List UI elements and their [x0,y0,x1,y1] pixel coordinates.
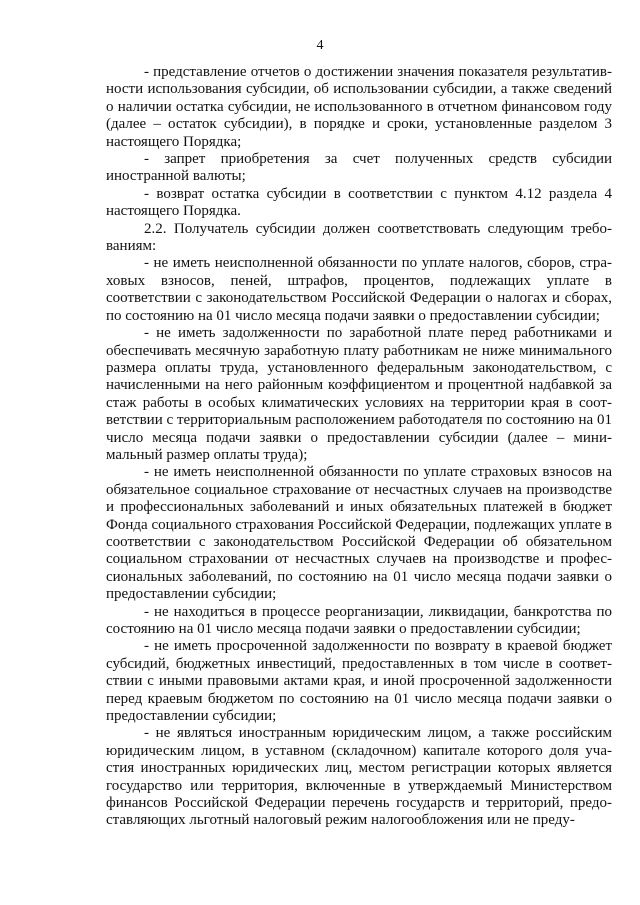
paragraph-reorganization: - не находиться в процессе реорганизации, ликвидации, банкротства по состоянию на 01 число месяца подачи заявки о предоставлении субсидии; [106,603,612,637]
paragraph-overdue-debt: - не иметь просроченной задолженности по возврату в краевой бюджет субсидий, бюджетных инвестиций, предоставленных в том числе в соответствии с иными правовыми актами края, и иной просроченной задолженности перед краевым бюджетом по состоянию на 01 число месяца подачи заявки о предоставлении субсидии; [106,638,612,725]
document-body [106,64,612,830]
paragraph-return-balance: - возврат остатка субсидии в соответствии с пунктом 4.12 раздела 4 настоящего Порядка. [106,185,612,220]
paragraph-currency-ban: - запрет приобретения за счет полученных средств субсидии иностранной валюты; [106,151,612,185]
paragraph-section-2-2: 2.2. Получатель субсидии должен соответствовать следующим требованиям: [106,220,612,255]
paragraph-foreign-entity: - не являться иностранным юридическим лицом, а также российским юридическим лицом, в уставном (складочном) капитале которого доля участия иностранных юридических лиц, местом регистрации которых является государство или территория, включенные в утверждаемый Министерством финансов Российской Федерации перечень государств и территорий, предоставляющих льготный налоговый режим налогообложения или не преду- [106,725,612,829]
paragraph-wage-arrears: - не иметь задолженности по заработной плате перед работниками и обеспечивать месячную заработную плату работникам не ниже минимального размера оплаты труда, установленного федеральным законодательством, с начисленными на него районным коэффициентом и процентной надбавкой за стаж работы в особых климатических условиях на территории края в соответствии с территориальным расположением работодателя по состоянию на 01 число месяца подачи заявки о предоставлении субсидии (далее – минимальный размер оплаты труда); [106,325,612,463]
paragraph-reports: - представление отчетов о достижении значения показателя результативности использования субсидии, об использовании субсидии, а также сведений о наличии остатка субсидии, не использованного в отчетном финансовом году (далее – остаток субсидии), в порядке и сроки, установленные разделом 3 настоящего Порядка; [106,64,612,150]
page-number: 4 [316,38,324,53]
paragraph-insurance-contributions: - не иметь неисполненной обязанности по уплате страховых взносов на обязательное социальное страхование от несчастных случаев на производстве и профессиональных заболеваний и иных обязательных платежей в бюджет Фонда социального страхования Российской Федерации, подлежащих уплате в соответствии с законодательством Российской Федерации об обязательном социальном страховании от несчастных случаев на производстве и профессиональных заболеваний, по состоянию на 01 число месяца подачи заявки о предоставлении субсидии; [106,464,612,603]
paragraph-tax-obligations: - не иметь неисполненной обязанности по уплате налогов, сборов, страховых взносов, пеней, штрафов, процентов, подлежащих уплате в соответствии с законодательством Российской Федерации о налогах и сборах, по состоянию на 01 число месяца подачи заявки о предоставлении субсидии; [106,255,612,324]
